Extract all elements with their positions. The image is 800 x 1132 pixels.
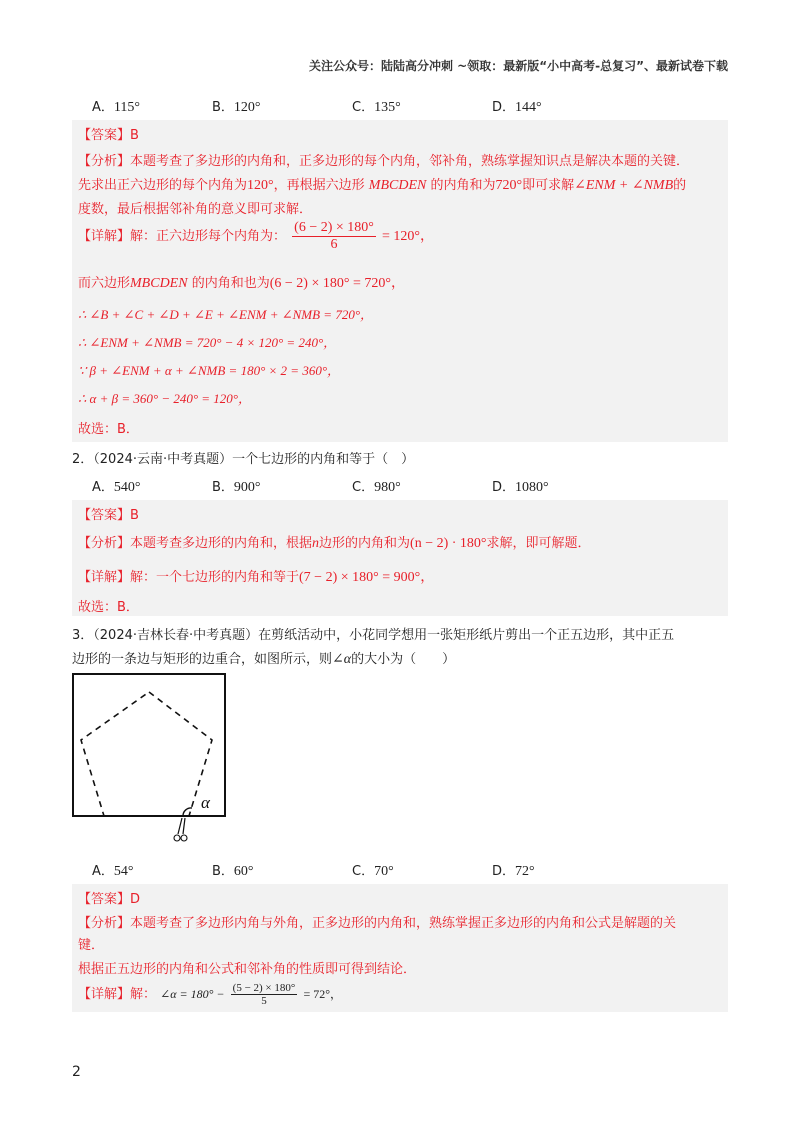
- q2-choose: 故选：B．: [78, 600, 139, 615]
- q2-option-c: C．980°: [352, 480, 401, 495]
- page-number: 2: [72, 1064, 81, 1080]
- q2-answer: 【答案】B: [78, 508, 139, 523]
- q3-option-b: B．60°: [212, 864, 254, 879]
- q3-option-a: A．54°: [92, 864, 134, 879]
- page-header: 关注公众号：陆陆高分冲刺 ~领取：最新版“小中高考-总复习”、最新试卷下载: [309, 59, 728, 73]
- pentagon-cut-line: [81, 692, 212, 816]
- q1-step1: 而六边形MBCDEN 的内角和也为(6 − 2) × 180° = 720°，: [78, 276, 405, 291]
- q1-option-c: C．135°: [352, 100, 401, 115]
- q3-analysis-line3: 根据正五边形的内角和公式和邻补角的性质即可得到结论．: [78, 962, 417, 977]
- q3-option-d: D．72°: [492, 864, 535, 879]
- q3-analysis-line2: 键．: [78, 938, 105, 953]
- q1-detail-line: 【详解】解：正六边形每个内角为： $\frac{(6 - 2) \times 180^\circ}{6}$ = 120°，: [78, 220, 435, 252]
- q2-option-b: B．900°: [212, 480, 261, 495]
- q2-analysis: 【分析】本题考查多边形的内角和，根据n边形的内角和为(n − 2) · 180°求解，即可解题．: [78, 536, 591, 551]
- q1-analysis-line2: 先求出正六边形的每个内角为120°，再根据六边形 MBCDEN 的内角和为720°即可求解∠ENM + ∠NMB的: [78, 178, 687, 193]
- q1-answer: 【答案】B: [78, 128, 139, 143]
- q1-step4: ∵ β + ∠ENM + α + ∠NMB = 180° × 2 = 360°，: [78, 363, 341, 378]
- q1-option-d: D．144°: [492, 100, 542, 115]
- q1-step2: ∴ ∠B + ∠C + ∠D + ∠E + ∠ENM + ∠NMB = 720°，: [78, 307, 374, 322]
- q1-analysis-line1: 【分析】本题考查了多边形的内角和，正多边形的每个内角，邻补角，熟练掌握知识点是解决本题的关键．: [78, 154, 690, 169]
- q2-option-d: D．1080°: [492, 480, 549, 495]
- q3-option-c: C．70°: [352, 864, 394, 879]
- q3-answer: 【答案】D: [78, 892, 141, 907]
- q2-detail: 【详解】解：一个七边形的内角和等于(7 − 2) × 180° = 900°，: [78, 570, 435, 585]
- q1-step5: ∴ α + β = 360° − 240° = 120°，: [78, 391, 252, 406]
- q2-stem: 2．（2024·云南·中考真题）一个七边形的内角和等于（ ）: [72, 452, 415, 467]
- q3-stem-line2: 边形的一条边与矩形的边重合，如图所示，则∠α的大小为（ ）: [72, 652, 456, 667]
- q3-stem-line1: 3．（2024·吉林长春·中考真题）在剪纸活动中，小花同学想用一张矩形纸片剪出一个正五边形，其中正五: [72, 628, 675, 643]
- q1-option-b: B．120°: [212, 100, 261, 115]
- q2-solution: [72, 500, 728, 616]
- q1-analysis-line3: 度数，最后根据邻补角的意义即可求解．: [78, 202, 313, 217]
- alpha-label: α: [201, 793, 210, 812]
- q2-option-a: A．540°: [92, 480, 141, 495]
- q3-solution: [72, 884, 728, 1012]
- q3-analysis-line1: 【分析】本题考查了多边形内角与外角，正多边形的内角和，熟练掌握正多边形的内角和公式是解题的关: [78, 916, 677, 931]
- q3-detail: 【详解】解： ∠α = 180° − $\frac{(5 - 2) \times 180^\circ}{5}$ = 72°，: [78, 982, 343, 1007]
- q3-figure: [72, 672, 232, 852]
- q1-option-a: A．115°: [92, 100, 140, 115]
- q1-solution: [72, 120, 728, 442]
- scissors-icon: [174, 818, 187, 841]
- q1-step3: ∴ ∠ENM + ∠NMB = 720° − 4 × 120° = 240°，: [78, 335, 337, 350]
- q1-choose: 故选：B．: [78, 422, 139, 437]
